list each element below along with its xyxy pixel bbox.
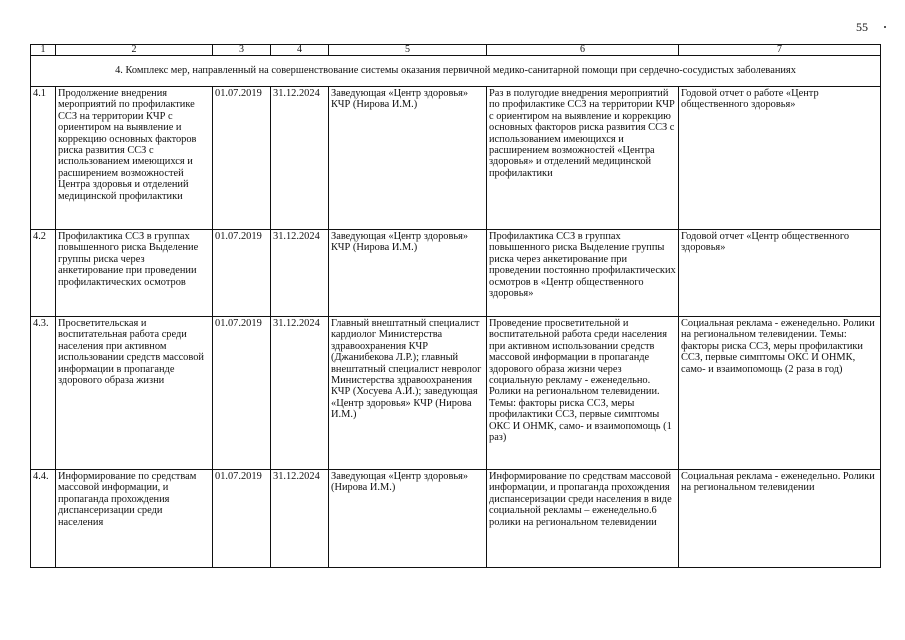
activity-cell: Информирование по средствам массовой информации, и пропаганда прохождения диспансеризации среди населения xyxy=(56,470,213,568)
start-date-cell: 01.07.2019 xyxy=(213,87,271,230)
result-cell: Профилактика ССЗ в группах повышенного риска Выделение группы риска через анкетирование при проведении постоянно профилактических осмотров в «Центр общественного здоровья» xyxy=(487,230,679,317)
row-number: 4.4. xyxy=(31,470,56,568)
column-number: 2 xyxy=(56,45,213,56)
end-date-cell: 31.12.2024 xyxy=(271,87,329,230)
column-number: 7 xyxy=(679,45,881,56)
row-number: 4.2 xyxy=(31,230,56,317)
end-date-cell: 31.12.2024 xyxy=(271,317,329,470)
column-number: 6 xyxy=(487,45,679,56)
result-cell: Проведение просветительной и воспитательной работа среди населения при активном использовании средств массовой информации в пропаганде здорового образа жизни через социальную рекламу - еженедельно. Ролики на региональном телевидении. Темы: факторы риска ССЗ, меры профилактики ССЗ, первые симптомы ОКС И ОНМК, само- и взаимопомощь (1 раз) xyxy=(487,317,679,470)
table-row xyxy=(31,470,881,568)
activity-cell: Профилактика ССЗ в группах повышенного риска Выделение группы риска через анкетирование при проведении профилактических осмотров xyxy=(56,230,213,317)
page-number: 55 xyxy=(856,20,868,34)
end-date-cell: 31.12.2024 xyxy=(271,470,329,568)
plan-table xyxy=(30,44,881,568)
table-row xyxy=(31,230,881,317)
column-number: 1 xyxy=(31,45,56,56)
scan-mark xyxy=(884,26,886,28)
activity-cell: Продолжение внедрения мероприятий по профилактике ССЗ на территории КЧР с ориентиром на выявление и коррекцию основных факторов риска развития ССЗ с использованием имеющихся и расширением возможностей Центра здоровья и отделений медицинской профилактики xyxy=(56,87,213,230)
row-number: 4.1 xyxy=(31,87,56,230)
control-cell: Годовой отчет «Центр общественного здоровья» xyxy=(679,230,881,317)
end-date-cell: 31.12.2024 xyxy=(271,230,329,317)
column-number: 4 xyxy=(271,45,329,56)
table-row xyxy=(31,87,881,230)
row-number: 4.3. xyxy=(31,317,56,470)
responsible-cell: Главный внештатный специалист кардиолог Министерства здравоохранения КЧР (Джанибекова Л.Р.); главный внештатный специалист невролог Министерства здравоохранения КЧР (Хосуева А.И.); заведующая «Центр здоровья» КЧР (Нирова И.М.) xyxy=(329,317,487,470)
activity-cell: Просветительская и воспитательная работа среди населения при активном использовании средств массовой информации в пропаганде здорового образа жизни xyxy=(56,317,213,470)
section-title: 4. Комплекс мер, направленный на совершенствование системы оказания первичной медико-санитарной помощи при сердечно-сосудистых заболеваниях xyxy=(31,56,881,87)
start-date-cell: 01.07.2019 xyxy=(213,317,271,470)
column-number-row xyxy=(31,45,881,56)
result-cell: Информирование по средствам массовой информации, и пропаганда прохождения диспансеризации среди населения в виде социальной рекламы – еженедельно.6 ролики на региональном телевидении xyxy=(487,470,679,568)
control-cell: Годовой отчет о работе «Центр общественного здоровья» xyxy=(679,87,881,230)
table-row xyxy=(31,317,881,470)
start-date-cell: 01.07.2019 xyxy=(213,470,271,568)
column-number: 5 xyxy=(329,45,487,56)
responsible-cell: Заведующая «Центр здоровья» КЧР (Нирова И.М.) xyxy=(329,230,487,317)
control-cell: Социальная реклама - еженедельно. Ролики на региональном телевидении. Темы: факторы риска ССЗ, меры профилактики ССЗ, первые симптомы ОКС И ОНМК, само- и взаимопомощь (2 раза в год) xyxy=(679,317,881,470)
control-cell: Социальная реклама - еженедельно. Ролики на региональном телевидении xyxy=(679,470,881,568)
column-number: 3 xyxy=(213,45,271,56)
section-header-row xyxy=(31,56,881,87)
responsible-cell: Заведующая «Центр здоровья» (Нирова И.М.) xyxy=(329,470,487,568)
responsible-cell: Заведующая «Центр здоровья» КЧР (Нирова И.М.) xyxy=(329,87,487,230)
result-cell: Раз в полугодие внедрения мероприятий по профилактике ССЗ на территории КЧР с ориентиром на выявление и коррекцию основных факторов риска развития ССЗ с использованием имеющихся и расширением возможностей «Центра здоровья» и отделений медицинской профилактики xyxy=(487,87,679,230)
start-date-cell: 01.07.2019 xyxy=(213,230,271,317)
